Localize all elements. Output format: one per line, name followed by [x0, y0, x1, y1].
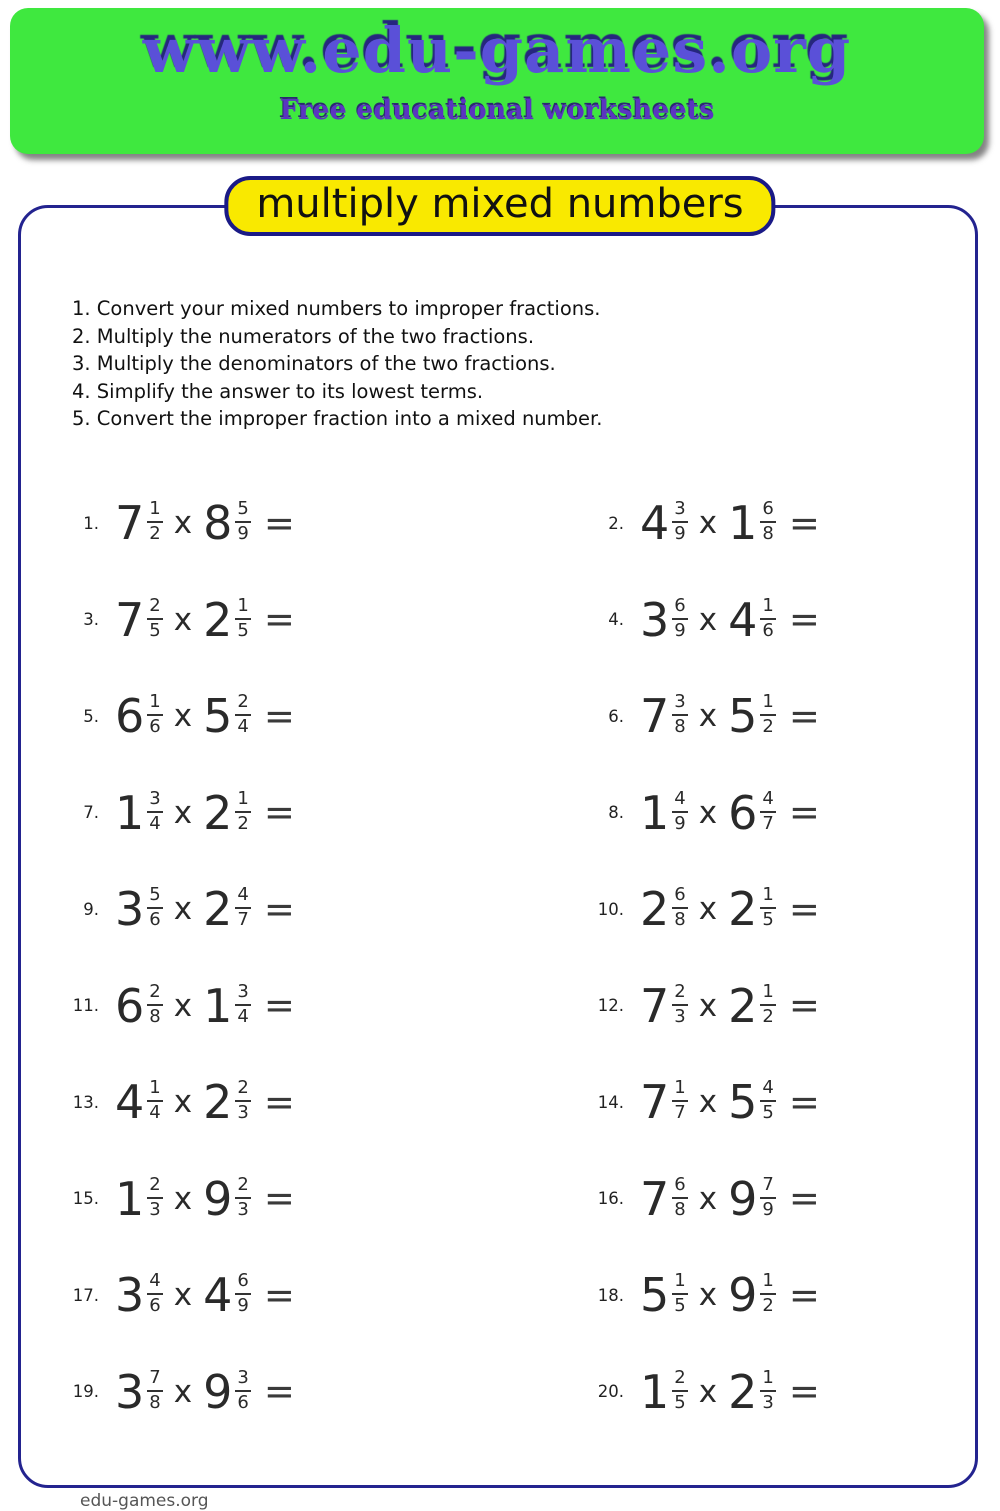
instructions-list	[72, 295, 602, 433]
problem-number: 18.	[597, 1285, 624, 1305]
numerator: 2	[147, 983, 162, 1006]
equals-sign: =	[788, 1273, 820, 1317]
fraction	[147, 787, 162, 834]
numerator: 5	[147, 886, 162, 909]
whole-number: 1	[728, 496, 758, 551]
multiply-operator: x	[173, 1180, 193, 1217]
problem-number: 17.	[72, 1285, 99, 1305]
instruction-line: 4. Simplify the answer to its lowest terms.	[72, 379, 484, 403]
problem-number: 8.	[608, 803, 624, 823]
fraction	[235, 980, 250, 1027]
multiply-operator: x	[173, 1084, 193, 1121]
equals-sign: =	[788, 791, 820, 835]
whole-number: 2	[203, 592, 233, 647]
numerator: 4	[147, 1272, 162, 1295]
equals-sign: =	[263, 1080, 295, 1124]
denominator: 5	[762, 1102, 774, 1124]
whole-number: 7	[115, 496, 145, 551]
numerator: 1	[760, 1369, 775, 1392]
whole-number: 4	[203, 1268, 233, 1323]
multiply-operator: x	[173, 891, 193, 928]
denominator: 5	[237, 619, 249, 641]
denominator: 6	[149, 1295, 161, 1317]
whole-number: 1	[115, 1171, 145, 1226]
whole-number: 2	[728, 978, 758, 1033]
problem-row	[580, 958, 955, 1055]
problem-row	[55, 475, 580, 572]
mixed-number-2	[728, 1075, 776, 1130]
mixed-number-1	[115, 978, 163, 1033]
problem-row	[55, 861, 580, 958]
numerator: 1	[760, 983, 775, 1006]
equals-sign: =	[788, 887, 820, 931]
fraction	[147, 1079, 162, 1123]
problem-number: 19.	[72, 1382, 99, 1402]
problem-number: 9.	[83, 899, 99, 919]
fraction	[672, 1173, 687, 1220]
mixed-number-2	[728, 1364, 776, 1419]
fraction	[235, 1079, 250, 1123]
fraction	[147, 693, 162, 737]
denominator: 5	[674, 1391, 686, 1413]
problem-number: 20.	[597, 1382, 624, 1402]
mixed-number-1	[640, 1171, 688, 1226]
mixed-number-1	[640, 785, 688, 840]
fraction	[147, 500, 162, 544]
whole-number: 1	[640, 1364, 670, 1419]
fraction	[147, 594, 162, 641]
numerator: 1	[147, 693, 162, 716]
equals-sign: =	[788, 694, 820, 738]
numerator: 1	[147, 1079, 162, 1102]
multiply-operator: x	[698, 601, 718, 638]
multiply-operator: x	[698, 1084, 718, 1121]
equals-sign: =	[263, 887, 295, 931]
equals-sign: =	[263, 694, 295, 738]
problem-row	[55, 572, 580, 669]
mixed-number-2	[728, 882, 776, 937]
denominator: 3	[237, 1198, 249, 1220]
fraction	[147, 980, 162, 1027]
whole-number: 2	[203, 1075, 233, 1130]
denominator: 4	[149, 812, 161, 834]
mixed-number-2	[203, 1364, 251, 1419]
equals-sign: =	[263, 1370, 295, 1414]
numerator: 4	[235, 886, 250, 909]
problem-row	[55, 668, 580, 765]
equals-sign: =	[263, 791, 295, 835]
site-tagline: Free educational worksheets	[279, 95, 715, 126]
fraction	[672, 500, 687, 544]
whole-number: 1	[115, 785, 145, 840]
denominator: 2	[149, 523, 161, 545]
fraction	[760, 980, 775, 1027]
mixed-number-1	[640, 689, 688, 744]
problem-row	[55, 1151, 580, 1248]
fraction	[235, 1272, 250, 1316]
problem-row	[580, 1247, 955, 1344]
denominator: 2	[762, 1005, 774, 1027]
numerator: 2	[235, 693, 250, 716]
fraction	[760, 787, 775, 834]
instruction-line: 1. Convert your mixed numbers to improper fractions.	[72, 297, 601, 320]
denominator: 9	[237, 523, 249, 545]
numerator: 2	[672, 983, 687, 1006]
whole-number: 3	[640, 592, 670, 647]
mixed-number-1	[115, 1171, 163, 1226]
denominator: 8	[674, 1198, 686, 1220]
fraction	[760, 500, 775, 544]
whole-number: 7	[640, 1171, 670, 1226]
mixed-number-2	[203, 1268, 251, 1323]
multiply-operator: x	[698, 794, 718, 831]
numerator: 1	[760, 1272, 775, 1295]
fraction	[235, 693, 250, 737]
fraction	[147, 1173, 162, 1220]
problems-grid	[55, 475, 955, 1440]
multiply-operator: x	[173, 698, 193, 735]
numerator: 4	[760, 1079, 775, 1102]
fraction	[235, 886, 250, 930]
denominator: 4	[237, 716, 249, 738]
denominator: 6	[149, 909, 161, 931]
problem-row	[580, 1054, 955, 1151]
mixed-number-1	[115, 1364, 163, 1419]
multiply-operator: x	[698, 698, 718, 735]
numerator: 3	[235, 1369, 250, 1392]
mixed-number-2	[203, 882, 251, 937]
problem-row	[580, 1151, 955, 1248]
mixed-number-1	[640, 496, 688, 551]
whole-number: 7	[640, 689, 670, 744]
denominator: 4	[237, 1005, 249, 1027]
multiply-operator: x	[173, 601, 193, 638]
denominator: 7	[762, 812, 774, 834]
fraction	[672, 1272, 687, 1316]
mixed-number-2	[728, 1268, 776, 1323]
numerator: 1	[760, 693, 775, 716]
numerator: 6	[672, 886, 687, 909]
whole-number: 2	[203, 882, 233, 937]
whole-number: 3	[115, 882, 145, 937]
problem-number: 10.	[597, 899, 624, 919]
whole-number: 9	[203, 1171, 233, 1226]
problem-row	[55, 765, 580, 862]
denominator: 6	[762, 619, 774, 641]
fraction	[147, 1272, 162, 1316]
problem-number: 13.	[72, 1092, 99, 1112]
numerator: 6	[235, 1272, 250, 1295]
problem-number: 14.	[597, 1092, 624, 1112]
multiply-operator: x	[698, 1180, 718, 1217]
site-title: www.edu-games.org	[142, 14, 852, 87]
problem-number: 5.	[83, 706, 99, 726]
problem-number: 2.	[608, 513, 624, 533]
fraction	[672, 886, 687, 930]
fraction	[760, 594, 775, 641]
problem-row	[580, 765, 955, 862]
denominator: 8	[674, 909, 686, 931]
denominator: 2	[762, 1295, 774, 1317]
problem-row	[580, 1344, 955, 1441]
numerator: 4	[760, 790, 775, 813]
whole-number: 2	[728, 1364, 758, 1419]
problem-number: 4.	[608, 610, 624, 630]
multiply-operator: x	[698, 987, 718, 1024]
whole-number: 7	[115, 592, 145, 647]
fraction	[235, 787, 250, 834]
numerator: 1	[760, 886, 775, 909]
problem-row	[580, 475, 955, 572]
fraction	[147, 886, 162, 930]
denominator: 4	[149, 1102, 161, 1124]
problem-number: 11.	[72, 996, 99, 1016]
problem-number: 7.	[83, 803, 99, 823]
problem-row	[580, 668, 955, 765]
denominator: 9	[674, 619, 686, 641]
mixed-number-1	[115, 496, 163, 551]
mixed-number-2	[728, 785, 776, 840]
multiply-operator: x	[173, 1373, 193, 1410]
problem-number: 1.	[83, 513, 99, 533]
numerator: 4	[672, 790, 687, 813]
fraction	[760, 886, 775, 930]
denominator: 8	[762, 523, 774, 545]
fraction	[672, 693, 687, 737]
worksheet-title: multiply mixed numbers	[224, 176, 775, 236]
whole-number: 4	[640, 496, 670, 551]
denominator: 6	[149, 716, 161, 738]
whole-number: 4	[728, 592, 758, 647]
denominator: 8	[149, 1391, 161, 1413]
numerator: 6	[760, 500, 775, 523]
numerator: 2	[235, 1079, 250, 1102]
whole-number: 5	[728, 1075, 758, 1130]
denominator: 5	[762, 909, 774, 931]
site-header-banner	[10, 8, 984, 154]
denominator: 8	[149, 1005, 161, 1027]
mixed-number-2	[203, 978, 251, 1033]
mixed-number-1	[640, 882, 688, 937]
mixed-number-1	[115, 785, 163, 840]
numerator: 1	[235, 597, 250, 620]
multiply-operator: x	[698, 505, 718, 542]
whole-number: 6	[728, 785, 758, 840]
denominator: 2	[237, 812, 249, 834]
fraction	[760, 1272, 775, 1316]
mixed-number-2	[203, 496, 251, 551]
fraction	[760, 1079, 775, 1123]
denominator: 7	[674, 1102, 686, 1124]
whole-number: 9	[203, 1364, 233, 1419]
mixed-number-1	[640, 1268, 688, 1323]
problem-row	[580, 861, 955, 958]
numerator: 1	[672, 1272, 687, 1295]
denominator: 8	[674, 716, 686, 738]
whole-number: 2	[640, 882, 670, 937]
multiply-operator: x	[173, 987, 193, 1024]
problem-number: 3.	[83, 610, 99, 630]
mixed-number-2	[203, 1075, 251, 1130]
problem-number: 12.	[597, 996, 624, 1016]
fraction	[672, 980, 687, 1027]
problem-row	[55, 958, 580, 1055]
denominator: 7	[237, 909, 249, 931]
problem-row	[55, 1054, 580, 1151]
whole-number: 5	[203, 689, 233, 744]
instruction-line: 3. Multiply the denominators of the two fractions.	[72, 352, 556, 376]
mixed-number-1	[115, 1268, 163, 1323]
mixed-number-2	[728, 592, 776, 647]
multiply-operator: x	[698, 1277, 718, 1314]
numerator: 5	[235, 500, 250, 523]
mixed-number-2	[203, 689, 251, 744]
problem-number: 16.	[597, 1189, 624, 1209]
numerator: 1	[760, 597, 775, 620]
whole-number: 5	[728, 689, 758, 744]
whole-number: 2	[728, 882, 758, 937]
denominator: 3	[237, 1102, 249, 1124]
fraction	[760, 1366, 775, 1413]
mixed-number-1	[640, 978, 688, 1033]
numerator: 3	[672, 693, 687, 716]
mixed-number-1	[640, 1364, 688, 1419]
problem-row	[580, 572, 955, 669]
mixed-number-1	[115, 689, 163, 744]
whole-number: 1	[640, 785, 670, 840]
numerator: 2	[672, 1369, 687, 1392]
numerator: 1	[672, 1079, 687, 1102]
whole-number: 2	[203, 785, 233, 840]
equals-sign: =	[788, 1177, 820, 1221]
multiply-operator: x	[173, 505, 193, 542]
multiply-operator: x	[698, 891, 718, 928]
whole-number: 9	[728, 1268, 758, 1323]
problem-row	[55, 1247, 580, 1344]
fraction	[672, 1079, 687, 1123]
denominator: 3	[149, 1198, 161, 1220]
mixed-number-2	[728, 689, 776, 744]
numerator: 6	[672, 1176, 687, 1199]
equals-sign: =	[788, 1080, 820, 1124]
whole-number: 7	[640, 978, 670, 1033]
fraction	[672, 1366, 687, 1413]
whole-number: 3	[115, 1364, 145, 1419]
problem-number: 15.	[72, 1189, 99, 1209]
mixed-number-1	[115, 882, 163, 937]
mixed-number-1	[115, 592, 163, 647]
equals-sign: =	[263, 501, 295, 545]
fraction	[672, 787, 687, 834]
numerator: 3	[235, 983, 250, 1006]
equals-sign: =	[788, 1370, 820, 1414]
equals-sign: =	[263, 1273, 295, 1317]
numerator: 6	[672, 597, 687, 620]
mixed-number-2	[728, 1171, 776, 1226]
numerator: 2	[147, 1176, 162, 1199]
instruction-line: 2. Multiply the numerators of the two fractions.	[72, 324, 535, 348]
whole-number: 3	[115, 1268, 145, 1323]
denominator: 6	[237, 1391, 249, 1413]
numerator: 7	[147, 1369, 162, 1392]
numerator: 1	[235, 790, 250, 813]
mixed-number-2	[203, 785, 251, 840]
denominator: 9	[674, 523, 686, 545]
instruction-line: 5. Convert the improper fraction into a mixed number.	[72, 407, 603, 431]
equals-sign: =	[263, 1177, 295, 1221]
denominator: 5	[674, 1295, 686, 1317]
numerator: 3	[672, 500, 687, 523]
whole-number: 1	[203, 978, 233, 1033]
equals-sign: =	[788, 598, 820, 642]
equals-sign: =	[788, 501, 820, 545]
fraction	[235, 500, 250, 544]
multiply-operator: x	[173, 1277, 193, 1314]
equals-sign: =	[788, 984, 820, 1028]
mixed-number-1	[115, 1075, 163, 1130]
multiply-operator: x	[173, 794, 193, 831]
denominator: 5	[149, 619, 161, 641]
whole-number: 4	[115, 1075, 145, 1130]
whole-number: 5	[640, 1268, 670, 1323]
fraction	[147, 1366, 162, 1413]
equals-sign: =	[263, 984, 295, 1028]
numerator: 2	[235, 1176, 250, 1199]
denominator: 3	[674, 1005, 686, 1027]
numerator: 2	[147, 597, 162, 620]
mixed-number-1	[640, 592, 688, 647]
footer-clipped-text: edu-games.org	[80, 1491, 209, 1511]
mixed-number-2	[728, 496, 776, 551]
whole-number: 7	[640, 1075, 670, 1130]
numerator: 7	[760, 1176, 775, 1199]
denominator: 2	[762, 716, 774, 738]
problem-row	[55, 1344, 580, 1441]
whole-number: 9	[728, 1171, 758, 1226]
mixed-number-2	[203, 1171, 251, 1226]
equals-sign: =	[263, 598, 295, 642]
numerator: 1	[147, 500, 162, 523]
problem-number: 6.	[608, 706, 624, 726]
fraction	[235, 1173, 250, 1220]
mixed-number-2	[728, 978, 776, 1033]
fraction	[235, 1366, 250, 1413]
whole-number: 8	[203, 496, 233, 551]
mixed-number-2	[203, 592, 251, 647]
denominator: 3	[762, 1391, 774, 1413]
multiply-operator: x	[698, 1373, 718, 1410]
whole-number: 6	[115, 689, 145, 744]
whole-number: 6	[115, 978, 145, 1033]
fraction	[235, 594, 250, 641]
denominator: 9	[237, 1295, 249, 1317]
denominator: 9	[762, 1198, 774, 1220]
mixed-number-1	[640, 1075, 688, 1130]
fraction	[760, 693, 775, 737]
fraction	[672, 594, 687, 641]
denominator: 9	[674, 812, 686, 834]
fraction	[760, 1173, 775, 1220]
numerator: 3	[147, 790, 162, 813]
